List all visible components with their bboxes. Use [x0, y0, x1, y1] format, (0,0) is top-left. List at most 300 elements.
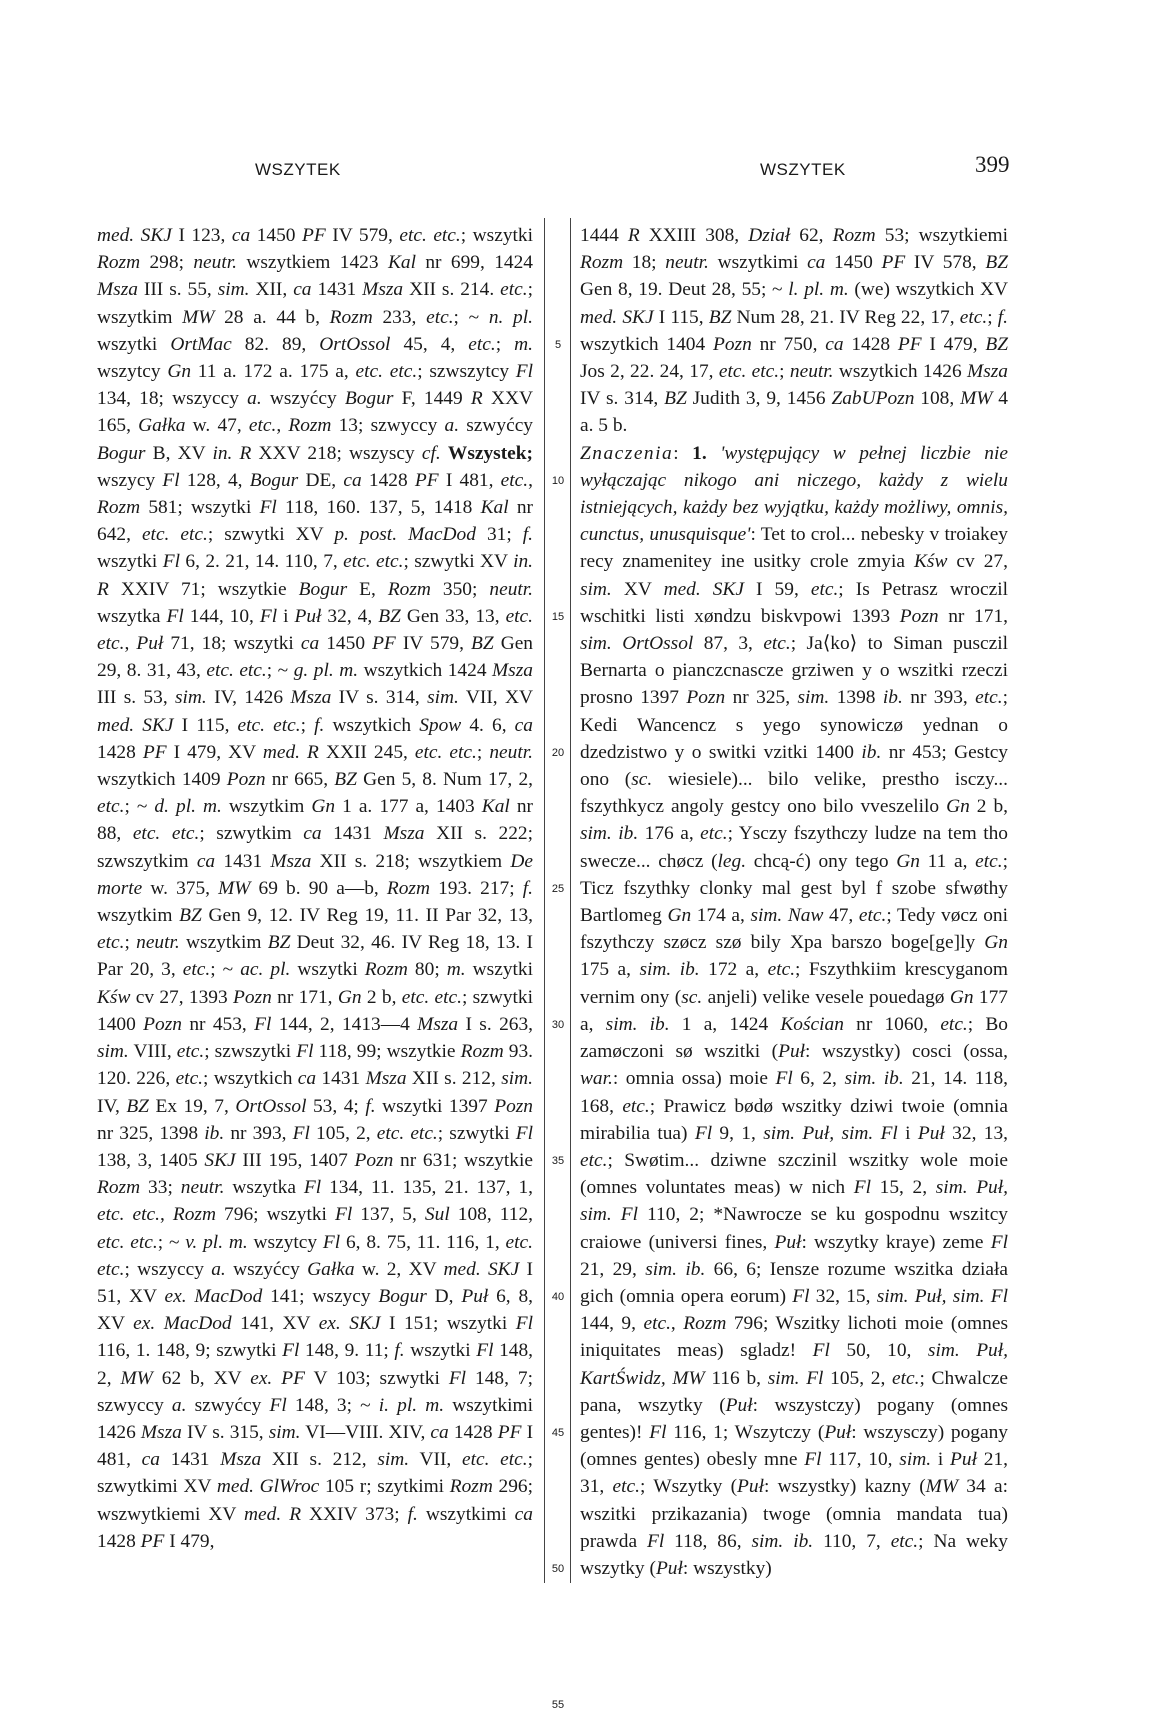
text-run: etc. — [500, 469, 529, 491]
text-run: Puł — [778, 1041, 806, 1063]
text-run: 296; wszwytkiemi XV — [97, 1476, 534, 1525]
page-number: 399 — [975, 152, 1010, 177]
text-run: Rozm — [832, 225, 876, 246]
text-run: 33; — [140, 1177, 181, 1199]
text-run: etc. — [622, 1095, 650, 1117]
text-run: OrtOssol — [235, 1095, 307, 1117]
text-run: : Tet to crol... nebesky v troiakey recy znamenitey ine usitky crole zmyia — [580, 524, 1008, 573]
text-run: 31; — [475, 524, 523, 546]
text-run: etc. — [176, 1041, 205, 1063]
text-run: anjeli) velike vesele pouedagø — [702, 986, 950, 1008]
text-run: III s. 53, — [97, 687, 175, 709]
text-run: ; Chwalcze pana, wszytky ( — [580, 1367, 1008, 1416]
text-run: ; Bo zamøczoni sø wszitki ( — [580, 1013, 1009, 1063]
text-run: d. pl. m. — [154, 796, 222, 818]
text-run: 11 a. 172 a. 175 a, — [191, 361, 356, 383]
text-run: ac. pl. — [240, 959, 291, 981]
line-number: 25 — [551, 882, 565, 895]
text-run: ca — [825, 333, 844, 355]
text-run: Rozm — [172, 1204, 216, 1226]
text-run: Pozn — [233, 986, 272, 1008]
text-run: 796; wszytki — [215, 1204, 335, 1226]
text-run: BZ — [334, 769, 357, 791]
text-run: 93. 120. 226, — [97, 1041, 533, 1090]
text-run: 1428 — [97, 741, 143, 763]
text-run: F, 1449 — [393, 388, 471, 410]
text-run: Fl — [448, 1367, 467, 1389]
text-run: sim. — [217, 279, 250, 301]
text-run: 110, 2; *Nawrocze se ku gospodnu wszitcy craiowe (universi fines, — [580, 1204, 1008, 1253]
text-run: Fl — [322, 1231, 341, 1253]
text-run: wszytki — [97, 333, 171, 355]
text-run: a. — [171, 1394, 187, 1416]
line-number: 50 — [551, 1562, 565, 1575]
text-run: PF — [497, 1421, 522, 1443]
text-run: Rozm — [97, 252, 141, 274]
text-run: med. SKJ — [443, 1258, 520, 1280]
text-run: Puł — [917, 1122, 945, 1144]
text-run: etc. — [580, 1149, 608, 1171]
text-run: 1428 — [448, 1421, 498, 1443]
text-run: 45, 4, — [390, 333, 469, 355]
text-run: nr 750, — [751, 333, 826, 355]
text-run: etc. etc. — [718, 361, 780, 383]
text-run: ; Swøtim... dziwne szczinil wszitky wole moie (omnes voluntates meas) w nich — [580, 1149, 1008, 1199]
text-run: 32, 4, — [321, 605, 379, 627]
text-run: XXII 245, — [318, 741, 415, 763]
text-run: 298; — [140, 252, 194, 274]
text-run: sim. ib. — [844, 1068, 904, 1090]
text-run: PF — [140, 1530, 165, 1552]
text-run: BZ — [267, 932, 291, 954]
text-run: 138, 3, 1405 — [97, 1149, 205, 1171]
text-run: Spow — [419, 714, 462, 736]
text-run: 80; — [407, 959, 447, 981]
text-run: Puł — [655, 1557, 683, 1579]
text-run: 108, — [914, 388, 961, 410]
text-run: Jos 2, 22. 24, 17, — [580, 361, 719, 383]
text-run: etc. — [975, 687, 1003, 709]
text-run: 116, 1. 148, 9; szwytki — [97, 1340, 283, 1362]
text-run: ; — [124, 932, 137, 954]
text-run: (we) wszytkich XV — [848, 279, 1008, 301]
text-run: Fl — [515, 1122, 533, 1144]
text-run: I s. 263, — [458, 1013, 533, 1035]
text-run: nr 171, — [271, 986, 338, 1008]
text-run: nr 1060, — [843, 1013, 941, 1035]
text-run: sim. Fl — [767, 1367, 824, 1389]
text-run: MW — [218, 877, 251, 899]
text-run: XII s. 218; wszytkiem — [311, 850, 511, 872]
text-run: 53, 4; — [306, 1095, 366, 1117]
text-run: ex. SKJ — [318, 1313, 381, 1335]
text-run: I 479, — [164, 1530, 215, 1552]
text-run: Msza — [417, 1013, 459, 1035]
text-run: 71, 18; wszytki — [163, 633, 301, 655]
text-run: XV — [611, 578, 664, 600]
text-run: ; ~ — [157, 1231, 186, 1253]
text-run: 581; wszytki — [140, 497, 260, 519]
text-run: sim. Puł, sim. Fl — [876, 1285, 1008, 1307]
text-run: Fl — [515, 361, 534, 383]
text-run: 1428 — [97, 1530, 141, 1552]
text-run: 174 a, — [691, 905, 751, 927]
text-run: 144, 10, — [183, 605, 260, 627]
line-number: 30 — [551, 1018, 565, 1031]
text-run: Kśw — [914, 551, 948, 573]
text-run: med. SKJ — [97, 714, 174, 736]
text-run: sim. — [580, 578, 612, 600]
text-run: sim. — [175, 687, 207, 709]
text-run: XXV 165, — [97, 388, 533, 437]
text-run: med. GlWroc — [216, 1476, 320, 1498]
text-run: SKJ — [204, 1149, 236, 1171]
text-run: ; Kedi Wancencz s yego synowiczø yednan o dzedzistwo y o switki vzitki 1400 — [580, 687, 1008, 763]
text-run: Puł — [824, 1421, 852, 1443]
text-run: 148, 3; ~ — [286, 1394, 379, 1416]
text-run: Bogur — [378, 1285, 427, 1307]
text-run: a. — [247, 388, 262, 410]
text-run: III 195, 1407 — [235, 1149, 355, 1171]
text-run: D, — [426, 1285, 462, 1307]
text-run: etc. etc. — [97, 1204, 160, 1226]
text-run: ; Tedy vøcz oni fszythczy szøcz szø bily Xpa barszo boge[ge]ly — [580, 905, 1009, 954]
text-run: Puł — [737, 1476, 764, 1498]
text-run: ; szwytki — [437, 1122, 516, 1144]
text-run: wszytkich — [324, 714, 420, 736]
text-run: Gn — [896, 850, 920, 872]
text-run: IV 579, — [395, 633, 471, 655]
text-run: Fl — [804, 1449, 822, 1471]
text-run: neutr. — [193, 252, 237, 274]
text-run: etc. — [468, 333, 496, 355]
text-run: ; Fszythkiim krescyganom vernim ony ( — [580, 959, 1009, 1008]
text-run: i — [897, 1122, 918, 1144]
text-run: 1450 — [319, 633, 373, 655]
text-run: 193. 217; — [429, 877, 523, 899]
text-run: I 115, — [653, 306, 709, 328]
text-run: 148, 9. 11; — [299, 1340, 395, 1362]
right-column-paragraph — [580, 222, 1008, 1582]
text-run: Gn — [337, 986, 362, 1008]
text-run: Rozm — [288, 415, 332, 437]
text-run: szwyćcy — [459, 415, 533, 437]
text-run: 128, 4, — [179, 469, 250, 491]
text-run: I 123, — [171, 225, 232, 246]
text-run: ca — [141, 1449, 160, 1471]
text-run: etc. — [643, 1313, 671, 1335]
text-run: etc. — [97, 796, 125, 818]
text-run: 137, 5, — [352, 1204, 425, 1226]
text-run: etc. — [763, 633, 791, 655]
text-run: med. SKJ — [580, 306, 654, 328]
text-run: wszytkich 1426 — [833, 361, 968, 383]
text-run: Deut 32, 46. IV Reg 18, 13. I Par 20, 3, — [97, 932, 533, 981]
text-run: 134, 11. 135, 21. 137, 1, — [321, 1177, 533, 1199]
text-run: nr 631; wszytkie — [393, 1149, 533, 1171]
text-run: 110, 7, — [813, 1530, 891, 1552]
text-run: f. — [394, 1340, 405, 1362]
text-run: Num 28, 21. IV Reg 22, 17, — [731, 306, 960, 328]
text-run: ib. — [204, 1122, 225, 1144]
text-run: ; wszytkim — [97, 279, 533, 328]
text-run: Rozm — [387, 578, 431, 600]
text-run: 1 a, 1424 — [669, 1013, 781, 1035]
text-run: a. — [444, 415, 460, 437]
text-run: : wszytky kraye) zeme — [801, 1231, 991, 1253]
text-run: Znaczenia — [580, 442, 674, 464]
text-run: wszytki — [97, 551, 163, 573]
text-run: 50, 10, — [829, 1340, 928, 1362]
text-run: Rozm — [386, 877, 430, 899]
text-run: 53; wszytkiemi — [875, 225, 1008, 246]
text-run: ; Ysczy fszythczy ludze na tem tho swecze... chøcz ( — [580, 823, 1009, 872]
text-run: Msza — [270, 850, 312, 872]
line-number: 15 — [551, 610, 565, 623]
text-run: I 59, — [744, 578, 811, 600]
text-run: 108, 112, — [449, 1204, 533, 1226]
text-run: wszytkich 1404 — [580, 333, 713, 355]
text-run: Kościan — [780, 1013, 844, 1035]
text-run: BZ — [471, 633, 494, 655]
text-run: etc. etc. — [237, 714, 301, 736]
text-run: Msza — [97, 279, 138, 301]
text-run: 233, — [372, 306, 427, 328]
text-run: etc. — [959, 306, 988, 328]
text-run: E, — [347, 578, 388, 600]
text-run: ; Ja⟨ko⟩ to Siman pusczil Bernarta o pianczcnascze grziwen y o wszitki rzeczi prosno 1397 — [580, 633, 1009, 709]
text-run: ; Ticz fszythky clonky mal gest byl f szobe sfwøthy Bartlomeg — [580, 850, 1008, 927]
text-run: med. SKJ — [97, 225, 172, 246]
text-run: 118, 86, — [664, 1530, 752, 1552]
text-run: Fl — [162, 551, 180, 573]
text-run: ; Is Petrasz wroczil wschitki listi xøndzu biskvpowi 1393 — [580, 578, 1008, 627]
text-run: neutr. — [136, 932, 180, 954]
text-run: 141; wszycy — [262, 1285, 379, 1307]
text-run: XII s. 212, — [261, 1449, 378, 1471]
text-run: ca — [303, 823, 322, 845]
text-run: ; ~ — [124, 796, 155, 818]
text-run: Judith 3, 9, 1456 — [686, 388, 832, 410]
text-run: etc. etc. — [141, 524, 208, 546]
text-run: etc. — [248, 415, 277, 437]
text-run: sim. ib. — [580, 823, 639, 845]
text-run: nr 699, 1424 — [415, 252, 533, 274]
text-run: sim. — [899, 1449, 932, 1471]
text-run: Kal — [481, 796, 510, 818]
text-run: Sul — [424, 1204, 450, 1226]
text-run: Rozm — [97, 1177, 141, 1199]
text-run: sim. — [377, 1449, 410, 1471]
text-run: Fl — [853, 1177, 871, 1199]
text-run: sim. — [501, 1068, 533, 1090]
text-run: wszytka — [97, 605, 167, 627]
text-run: Rozm — [97, 497, 141, 519]
text-run: 116, 1; Wszytczy ( — [666, 1421, 825, 1443]
text-run: PF — [372, 633, 396, 655]
text-run: R — [627, 225, 640, 246]
text-run: sim. ib. — [639, 959, 700, 981]
left-column-text — [97, 222, 533, 1555]
text-run: 134, 18; wszyccy — [97, 388, 248, 410]
text-run: , — [124, 633, 137, 655]
text-run: leg. — [717, 850, 747, 872]
text-run: MW — [925, 1476, 958, 1498]
text-run: BZ — [985, 252, 1008, 274]
text-run: 2 b, — [969, 796, 1008, 818]
text-run: De morte — [97, 850, 534, 899]
text-run: etc. etc. — [401, 986, 462, 1008]
text-run: Fl — [515, 1313, 533, 1335]
text-run: ; wszytki — [460, 225, 533, 246]
text-run: : wszysczy) pogany (omnes gentes) obesly mne — [580, 1421, 1008, 1471]
text-run: etc. etc. — [97, 1231, 533, 1280]
line-number: 20 — [551, 746, 565, 759]
text-run: 105, 2, — [823, 1367, 892, 1389]
text-run: 350; — [430, 578, 490, 600]
text-run: m. — [514, 333, 533, 355]
text-run: etc. — [97, 932, 125, 954]
text-run: 6, 8, XV — [97, 1285, 534, 1335]
text-run: 69 b. 90 a—b, — [250, 877, 387, 899]
text-run: DE, — [298, 469, 344, 491]
text-run: Fl — [476, 1340, 494, 1362]
text-run: 177 a, — [580, 986, 1009, 1035]
text-run: sim. — [427, 687, 459, 709]
text-run: wszytki — [290, 959, 365, 981]
text-run: f. — [522, 877, 533, 899]
text-run: ib. — [861, 741, 882, 763]
text-run: 105, 2, — [309, 1122, 377, 1144]
text-run: wszytkimi — [708, 252, 808, 274]
text-run: wszytcy — [97, 361, 168, 383]
text-run: ; szwszytki — [204, 1041, 297, 1063]
text-run: sc. — [681, 986, 703, 1008]
text-run: 116 b, — [704, 1367, 768, 1389]
column-divider-right — [570, 218, 571, 1583]
text-run: ca — [807, 252, 826, 274]
text-run: 1431 — [316, 1068, 366, 1090]
text-run: etc. etc. — [97, 605, 534, 655]
text-run: ; ~ — [210, 959, 241, 981]
text-run: i — [931, 1449, 951, 1471]
text-run: etc. etc. — [376, 1122, 438, 1144]
text-run: Fl — [282, 1340, 300, 1362]
text-run: v. pl. m. — [185, 1231, 248, 1253]
text-run: f. — [522, 524, 533, 546]
text-run: 117, 10, — [821, 1449, 900, 1471]
text-run: 11 a, — [920, 850, 976, 872]
text-run: ; szwytki 1400 — [97, 986, 533, 1035]
left-column-paragraph — [97, 222, 533, 1555]
text-run: nr 642, — [97, 497, 533, 546]
text-run: 796; Wszitky lichoti moie (omnes iniquitates meas) sgladz! — [580, 1313, 1008, 1362]
text-run: Puł — [136, 633, 164, 655]
text-run: Wszystek; — [447, 442, 534, 464]
text-run: : wszystky) kazny ( — [763, 1476, 926, 1498]
text-run: , — [159, 1204, 173, 1226]
text-run: ; ~ — [453, 306, 489, 328]
text-run: VII, XV — [458, 687, 533, 709]
text-run: 9, 1, — [712, 1122, 764, 1144]
text-run: BZ — [985, 333, 1008, 355]
text-run: VII, — [409, 1449, 462, 1471]
text-run: BZ — [708, 306, 732, 328]
text-run: 144, 2, 1413—4 — [271, 1013, 418, 1035]
text-run: Puł — [461, 1285, 489, 1307]
text-run: sim. OrtOssol — [580, 633, 694, 655]
text-run: Pozn — [899, 605, 939, 627]
text-run: 6, 2. 21, 14. 110, 7, — [179, 551, 344, 573]
text-run: f. — [997, 306, 1008, 328]
text-run: etc. — [975, 850, 1003, 872]
text-run: wszytkim — [179, 932, 268, 954]
text-run: Fl — [812, 1340, 830, 1362]
text-run: nr 325, — [725, 687, 798, 709]
text-run: Msza — [140, 1421, 182, 1443]
text-run: 1 a. 177 a, 1403 — [335, 796, 482, 818]
text-run: Fl — [303, 1177, 322, 1199]
text-run: sim. Naw — [750, 905, 824, 927]
text-run: Gn — [667, 905, 692, 927]
text-run: a. — [211, 1258, 226, 1280]
text-run: 4 a. 5 b. — [580, 388, 1009, 437]
text-run: Bogur — [97, 442, 146, 464]
text-run: wszytcy — [247, 1231, 323, 1253]
text-run: Kśw — [97, 986, 131, 1008]
text-run: n. pl. — [488, 306, 533, 328]
text-run: wszytkich 1424 — [358, 660, 493, 682]
text-run: Gn — [949, 986, 974, 1008]
line-number: 10 — [551, 474, 565, 487]
text-run: w. 375, — [142, 877, 219, 899]
text-run: Pozn — [354, 1149, 394, 1171]
text-run: PF — [302, 225, 326, 246]
text-run: p. post. MacDod — [334, 524, 476, 546]
text-run: ca — [300, 633, 320, 655]
text-run: Bogur — [344, 388, 394, 410]
text-run: Msza — [362, 279, 404, 301]
text-run: szwyćcy — [186, 1394, 270, 1416]
text-run: etc. etc. — [355, 361, 418, 383]
text-run: IV, 1426 — [206, 687, 291, 709]
text-run: 141, XV — [231, 1313, 319, 1335]
text-run: etc. — [892, 1367, 920, 1389]
text-run: Fl — [296, 1041, 314, 1063]
text-run: 175 a, — [580, 959, 640, 981]
text-run: i. pl. m. — [378, 1394, 445, 1416]
text-run: g. pl. m. — [293, 660, 359, 682]
text-run: 66, 6; Iensze rozume wszitka działa gich (omnia opera eorum) — [580, 1258, 1009, 1307]
text-run: PF — [897, 333, 922, 355]
line-number: 45 — [551, 1426, 565, 1439]
text-run: sc. — [631, 769, 653, 791]
text-run: Rozm — [683, 1313, 727, 1335]
text-run: ex. MacDod — [164, 1285, 263, 1307]
text-run: 1428 — [361, 469, 415, 491]
text-run: Fl — [259, 497, 277, 519]
text-run: Rozm — [329, 306, 373, 328]
text-run: w. 47, — [185, 415, 249, 437]
text-run: ca — [297, 1068, 317, 1090]
text-run: nr 393, — [902, 687, 976, 709]
text-run: Fl — [259, 605, 278, 627]
text-run: I 115, — [173, 714, 238, 736]
text-run: 47, — [823, 905, 859, 927]
text-run: Gałka — [307, 1258, 355, 1280]
text-run: I 51, XV — [97, 1258, 533, 1307]
text-run: I 479, — [921, 333, 986, 355]
